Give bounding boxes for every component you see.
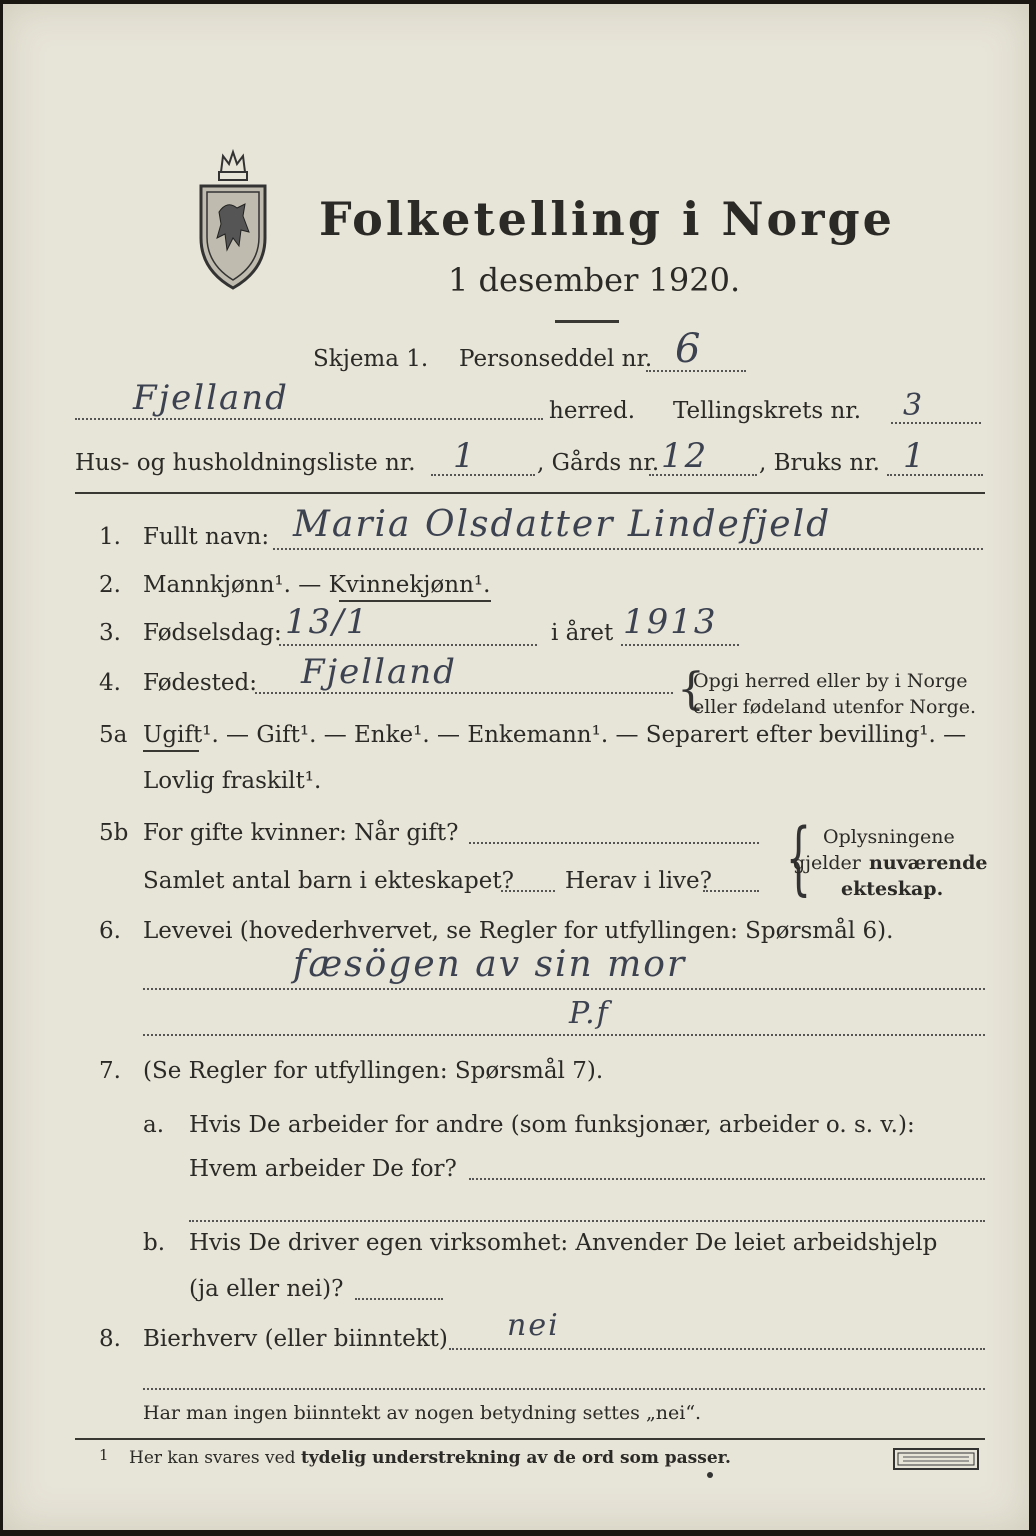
herred-line	[75, 418, 543, 420]
skjema-label: Skjema 1.	[313, 346, 429, 372]
q3-line	[279, 644, 537, 646]
printer-stamp-icon	[893, 1448, 979, 1470]
q5b-line1: For gifte kvinner: Når gift?	[143, 820, 459, 846]
bruks-label: , Bruks nr.	[759, 450, 880, 476]
herred-label: herred.	[549, 398, 636, 424]
q7-label: (Se Regler for utfyllingen: Spørsmål 7).	[143, 1058, 604, 1084]
q7b-line2: (ja eller nei)?	[189, 1276, 344, 1302]
census-date: 1 desember 1920.	[448, 261, 741, 299]
year-label: i året	[551, 620, 614, 646]
q5a-line2: Lovlig fraskilt¹.	[143, 768, 322, 794]
q2-number: 2.	[99, 572, 121, 598]
birth-year-value: 1913	[623, 602, 718, 642]
tellingskrets-value: 3	[903, 388, 925, 423]
q1-number: 1.	[99, 524, 121, 550]
bruks-value: 1	[903, 436, 927, 476]
header-divider	[75, 492, 985, 494]
ink-dot	[707, 1472, 713, 1478]
footnote-text-b: tydelig understrekning av de ord som passer.	[300, 1448, 731, 1468]
q5b-note-line2b: nuværende	[869, 852, 988, 874]
q7-number: 7.	[99, 1058, 121, 1084]
q3-label: Fødselsdag:	[143, 620, 282, 646]
footer-divider	[75, 1438, 985, 1440]
hus-value: 1	[453, 436, 477, 476]
q5b-note-line2a: gjelder	[793, 852, 861, 874]
q2-label: Mannkjønn¹. — Kvinnekjønn¹.	[143, 572, 491, 598]
birthplace-value: Fjelland	[301, 652, 457, 692]
q4-label: Fødested:	[143, 670, 258, 696]
hus-line	[431, 474, 535, 476]
year-line	[621, 644, 739, 646]
q8-number: 8.	[99, 1326, 121, 1352]
hus-label: Hus- og husholdningsliste nr.	[75, 450, 416, 476]
q5a-line1: Ugift¹. — Gift¹. — Enke¹. — Enkemann¹. — Separert efter bevilling¹. —	[143, 722, 967, 748]
q1-line	[273, 548, 983, 550]
q1-label: Fullt navn:	[143, 524, 270, 550]
q4-note-brace: {	[677, 664, 705, 715]
q6-label: Levevei (hovederhvervet, se Regler for utfyllingen: Spørsmål 6).	[143, 918, 894, 944]
q8-label: Bierhverv (eller biinntekt)	[143, 1326, 448, 1352]
q6-line2	[143, 1034, 985, 1036]
q5a-number: 5a	[99, 722, 128, 748]
q3-number: 3.	[99, 620, 121, 646]
personseddel-value: 6	[675, 326, 703, 372]
bruks-line	[887, 474, 983, 476]
q8-line1	[449, 1348, 985, 1350]
q7a-letter: a.	[143, 1112, 165, 1138]
q7a-line2: Hvem arbeider De for?	[189, 1156, 457, 1182]
q5b-line2b: Herav i live?	[565, 868, 712, 894]
arbeidsgiver-line	[469, 1178, 985, 1180]
q8-line2	[143, 1388, 985, 1390]
occupation-initials: P.f	[569, 996, 610, 1031]
occupation-value: fæsögen av sin mor	[293, 944, 687, 985]
full-name-value: Maria Olsdatter Lindefjeld	[293, 504, 832, 545]
herred-value: Fjelland	[133, 378, 289, 418]
q4-number: 4.	[99, 670, 121, 696]
footnote-text	[129, 1448, 731, 1468]
census-form-sheet	[3, 4, 1029, 1530]
q5b-note-line1: Oplysningene	[823, 826, 955, 848]
footnote-number: 1	[99, 1446, 109, 1464]
q4-line	[255, 692, 673, 694]
gards-label: , Gårds nr.	[537, 450, 660, 476]
q4-note-line2: eller fødeland utenfor Norge.	[693, 696, 977, 718]
footnote-text-a: Her kan svares ved	[129, 1448, 296, 1468]
norway-coat-of-arms-icon	[193, 142, 273, 292]
naar-gift-line	[469, 842, 759, 844]
q5b-line2a: Samlet antal barn i ekteskapet?	[143, 868, 514, 894]
q5b-number: 5b	[99, 820, 129, 846]
antal-barn-line	[501, 890, 555, 892]
bottom-note: Har man ingen biinntekt av nogen betydning settes „nei“.	[143, 1402, 702, 1424]
q4-note-line1: Opgi herred eller by i Norge	[693, 670, 968, 692]
q5b-note-brace: {	[785, 811, 812, 904]
q7b-line1: Hvis De driver egen virksomhet: Anvender De leiet arbeidshjelp	[189, 1230, 938, 1256]
page-title: Folketelling i Norge	[319, 192, 895, 246]
arbeidshjelp-line	[355, 1298, 443, 1300]
q5b-note-line3: ekteskap.	[841, 878, 944, 900]
q6-number: 6.	[99, 918, 121, 944]
side-income-value: nei	[507, 1308, 560, 1343]
arbeidsgiver-line2	[189, 1220, 985, 1222]
tellingskrets-label: Tellingskrets nr.	[673, 398, 862, 424]
title-divider	[555, 320, 619, 323]
q6-line1	[143, 988, 985, 990]
q7b-letter: b.	[143, 1230, 166, 1256]
q7a-line1: Hvis De arbeider for andre (som funksjonær, arbeider o. s. v.):	[189, 1112, 915, 1138]
gards-value: 12	[661, 436, 709, 476]
ugift-underline	[143, 750, 199, 752]
personseddel-label: Personseddel nr.	[459, 346, 653, 372]
herav-i-live-line	[703, 890, 759, 892]
birthday-value: 13/1	[285, 602, 370, 642]
